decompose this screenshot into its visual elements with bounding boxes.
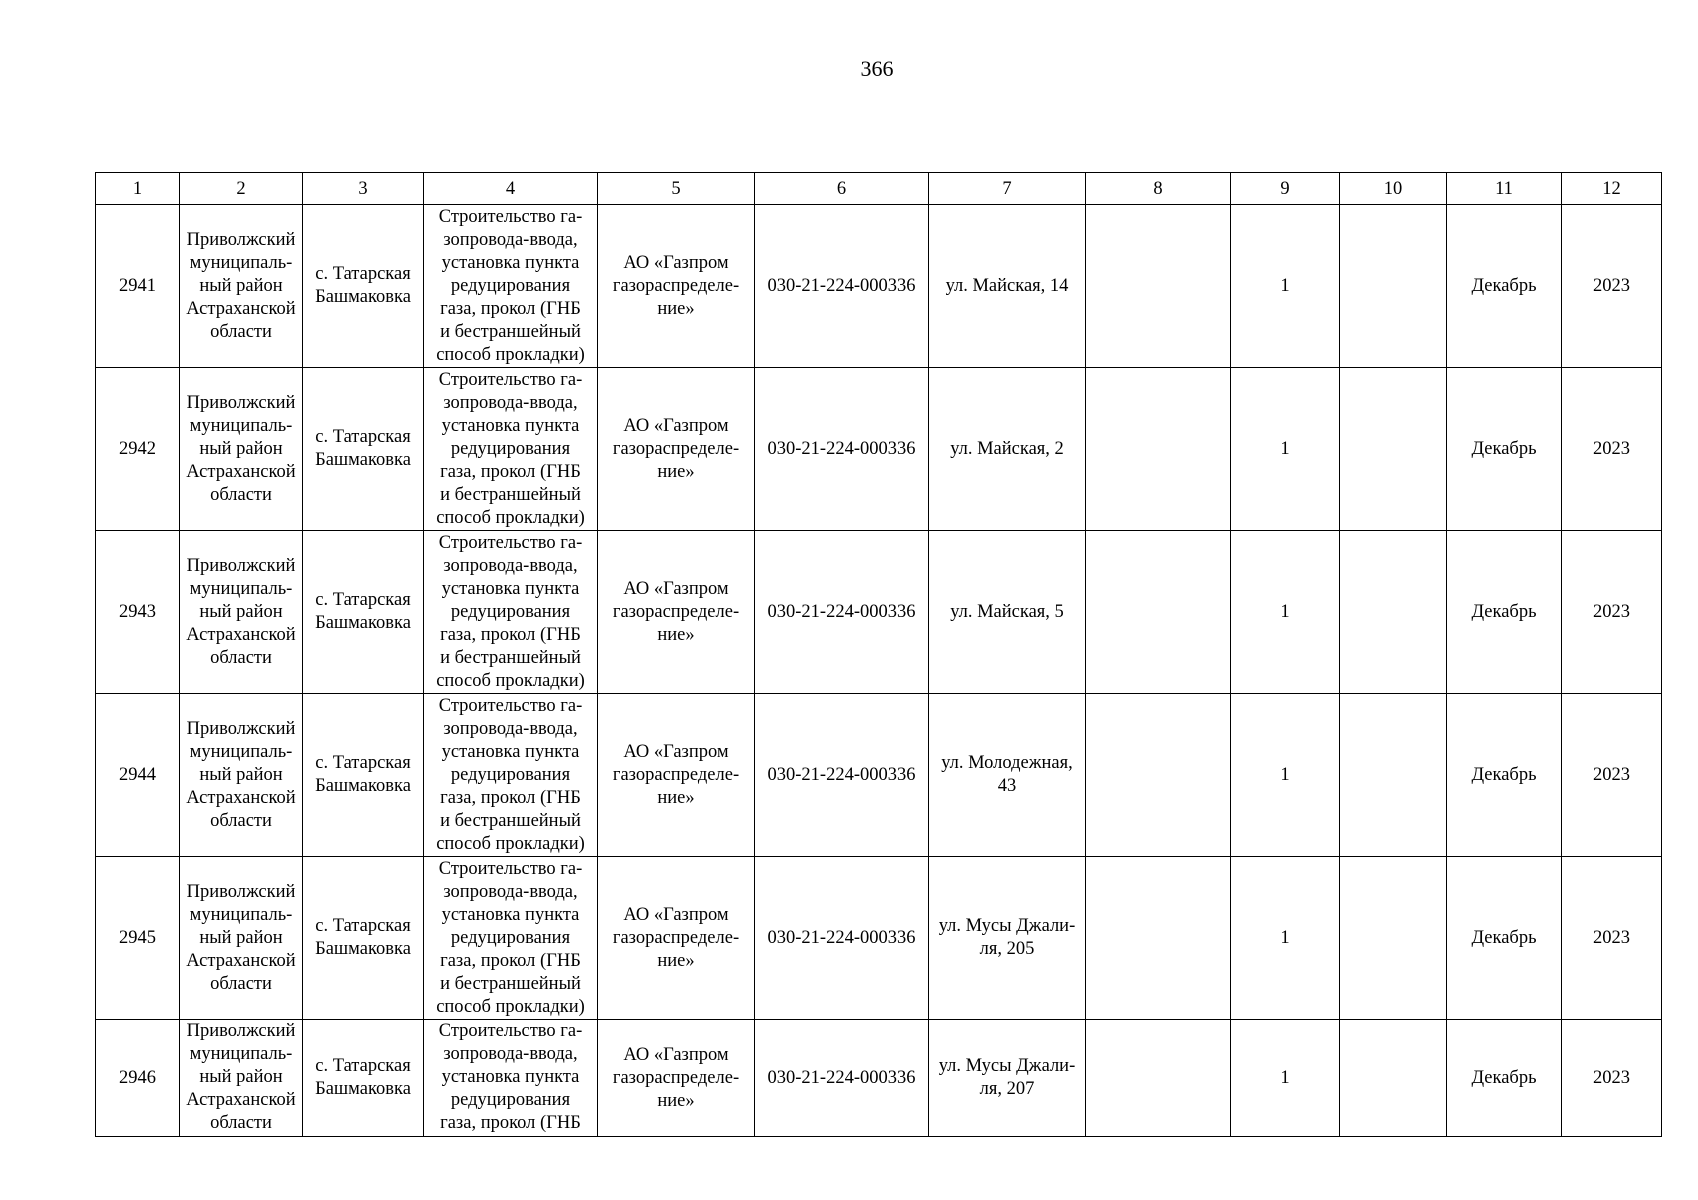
quantity-cell: 1 xyxy=(1231,205,1340,368)
organization-cell-line: ние» xyxy=(657,298,695,319)
work-description-cell-line: газа, прокол (ГНБ xyxy=(440,624,581,645)
organization-cell-line: газораспределе- xyxy=(612,1067,740,1088)
table-row xyxy=(96,531,1662,694)
organization-cell-line: АО «Газпром xyxy=(623,578,729,599)
settlement-cell-line: Башмаковка xyxy=(315,776,411,796)
registry-code-cell: 030-21-224-000336 xyxy=(755,531,929,694)
work-description-cell-line: способ прокладки) xyxy=(436,996,585,1017)
organization-cell xyxy=(598,531,755,694)
district-cell-line: муниципаль- xyxy=(189,252,293,273)
row-number-cell: 2942 xyxy=(96,368,180,531)
organization-cell-line: ние» xyxy=(657,624,695,645)
settlement-cell-line: с. Татарская xyxy=(315,590,411,610)
work-description-cell-line: газа, прокол (ГНБ xyxy=(440,950,581,971)
address-cell-line: ля, 205 xyxy=(979,939,1035,959)
district-cell-line: ный район xyxy=(199,1067,283,1087)
district-cell xyxy=(180,1020,303,1137)
work-description-cell-line: Строительство га- xyxy=(438,206,583,227)
settlement-cell xyxy=(303,531,424,694)
work-description-cell xyxy=(424,694,598,857)
work-description-cell-line: зопровода-ввода, xyxy=(443,555,578,576)
address-cell-line: ул. Майская, 5 xyxy=(950,601,1064,622)
work-description-cell-line: газа, прокол (ГНБ xyxy=(440,1113,581,1133)
work-description-cell-line: установка пункта xyxy=(441,415,580,436)
header-row xyxy=(96,173,1662,205)
col10-cell xyxy=(1340,368,1447,531)
organization-cell-line: ние» xyxy=(657,461,695,482)
year-cell: 2023 xyxy=(1562,857,1662,1020)
district-cell-line: Астраханской xyxy=(186,624,296,645)
work-description-cell xyxy=(424,857,598,1020)
organization-cell-line: газораспределе- xyxy=(612,438,740,459)
col8-cell xyxy=(1086,205,1231,368)
work-description-cell xyxy=(424,531,598,694)
organization-cell xyxy=(598,857,755,1020)
work-description-cell-line: редуцирования xyxy=(450,1090,571,1110)
settlement-cell-line: с. Татарская xyxy=(315,264,411,284)
work-description-cell-line: способ прокладки) xyxy=(436,670,585,691)
settlement-cell-line: с. Татарская xyxy=(315,916,411,936)
organization-cell-line: АО «Газпром xyxy=(623,415,729,436)
work-description-cell-line: зопровода-ввода, xyxy=(443,718,578,739)
organization-cell-line: АО «Газпром xyxy=(623,1044,729,1065)
settlement-cell xyxy=(303,368,424,531)
data-table xyxy=(95,172,1662,1137)
work-description-cell xyxy=(424,1020,598,1137)
organization-cell-line: АО «Газпром xyxy=(623,904,729,925)
month-cell: Декабрь xyxy=(1447,368,1562,531)
district-cell-line: Приволжский xyxy=(186,718,296,739)
settlement-cell-line: с. Татарская xyxy=(315,427,411,447)
settlement-cell-line: с. Татарская xyxy=(315,1056,411,1076)
month-cell: Декабрь xyxy=(1447,1020,1562,1137)
column-header: 5 xyxy=(598,173,755,205)
col10-cell xyxy=(1340,205,1447,368)
address-cell xyxy=(929,368,1086,531)
work-description-cell xyxy=(424,368,598,531)
settlement-cell-line: с. Татарская xyxy=(315,753,411,773)
work-description-cell-line: зопровода-ввода, xyxy=(443,229,578,250)
row-number-cell: 2944 xyxy=(96,694,180,857)
work-description-cell-line: установка пункта xyxy=(441,904,580,925)
row-number-cell: 2945 xyxy=(96,857,180,1020)
settlement-cell xyxy=(303,205,424,368)
address-cell-line: ул. Майская, 2 xyxy=(950,438,1064,459)
quantity-cell: 1 xyxy=(1231,857,1340,1020)
work-description-cell xyxy=(424,205,598,368)
work-description-cell-line: и бестраншейный xyxy=(440,810,581,831)
organization-cell-line: газораспределе- xyxy=(612,927,740,948)
work-description-cell-line: Строительство га- xyxy=(438,532,583,553)
work-description-cell-line: Строительство га- xyxy=(438,1021,583,1041)
organization-cell xyxy=(598,1020,755,1137)
col8-cell xyxy=(1086,1020,1231,1137)
work-description-cell-line: редуцирования xyxy=(450,764,571,785)
settlement-cell-line: Башмаковка xyxy=(315,613,411,633)
district-cell-line: муниципаль- xyxy=(189,1044,293,1064)
organization-cell xyxy=(598,368,755,531)
district-cell-line: ный район xyxy=(199,438,283,459)
district-cell-line: Астраханской xyxy=(186,461,296,482)
month-cell: Декабрь xyxy=(1447,531,1562,694)
table-row xyxy=(96,205,1662,368)
registry-code-cell: 030-21-224-000336 xyxy=(755,857,929,1020)
district-cell-line: Астраханской xyxy=(186,950,296,971)
month-cell: Декабрь xyxy=(1447,205,1562,368)
year-cell: 2023 xyxy=(1562,368,1662,531)
work-description-cell-line: способ прокладки) xyxy=(436,833,585,854)
district-cell-line: области xyxy=(210,810,272,831)
column-header: 3 xyxy=(303,173,424,205)
settlement-cell xyxy=(303,857,424,1020)
district-cell-line: Астраханской xyxy=(186,298,296,319)
district-cell-line: ный район xyxy=(199,927,283,948)
work-description-cell-line: способ прокладки) xyxy=(436,507,585,528)
work-description-cell-line: установка пункта xyxy=(441,252,580,273)
work-description-cell-line: редуцирования xyxy=(450,438,571,459)
work-description-cell-line: зопровода-ввода, xyxy=(443,392,578,413)
address-cell xyxy=(929,694,1086,857)
column-header: 10 xyxy=(1340,173,1447,205)
page-number: 366 xyxy=(860,56,894,81)
organization-cell-line: АО «Газпром xyxy=(623,741,729,762)
col10-cell xyxy=(1340,1020,1447,1137)
organization-cell-line: ние» xyxy=(657,950,695,971)
district-cell-line: муниципаль- xyxy=(189,578,293,599)
district-cell xyxy=(180,694,303,857)
column-header: 11 xyxy=(1447,173,1562,205)
organization-cell-line: ние» xyxy=(657,1090,695,1111)
address-cell xyxy=(929,1020,1086,1137)
work-description-cell-line: и бестраншейный xyxy=(440,484,581,505)
work-description-cell-line: установка пункта xyxy=(441,578,580,599)
organization-cell xyxy=(598,694,755,857)
column-header: 8 xyxy=(1086,173,1231,205)
district-cell-line: ный район xyxy=(199,275,283,296)
organization-cell-line: газораспределе- xyxy=(612,601,740,622)
address-cell-line: ул. Молодежная, xyxy=(941,753,1073,773)
district-cell-line: ный район xyxy=(199,601,283,622)
quantity-cell: 1 xyxy=(1231,368,1340,531)
district-cell-line: Приволжский xyxy=(186,229,296,250)
table-row xyxy=(96,694,1662,857)
address-cell-line: 43 xyxy=(997,776,1017,796)
column-header: 7 xyxy=(929,173,1086,205)
organization-cell xyxy=(598,205,755,368)
district-cell-line: области xyxy=(210,321,272,342)
settlement-cell-line: Башмаковка xyxy=(315,450,411,470)
table-row xyxy=(96,1020,1662,1137)
column-header: 12 xyxy=(1562,173,1662,205)
col10-cell xyxy=(1340,857,1447,1020)
district-cell-line: области xyxy=(210,1113,272,1133)
district-cell-line: Астраханской xyxy=(186,1090,296,1110)
settlement-cell-line: Башмаковка xyxy=(315,1079,411,1099)
district-cell-line: Астраханской xyxy=(186,787,296,808)
district-cell-line: Приволжский xyxy=(186,1021,296,1041)
row-number-cell: 2941 xyxy=(96,205,180,368)
organization-cell-line: ние» xyxy=(657,787,695,808)
settlement-cell xyxy=(303,694,424,857)
col8-cell xyxy=(1086,531,1231,694)
col10-cell xyxy=(1340,531,1447,694)
work-description-cell-line: и бестраншейный xyxy=(440,647,581,668)
registry-code-cell: 030-21-224-000336 xyxy=(755,1020,929,1137)
district-cell xyxy=(180,368,303,531)
address-cell-line: ул. Майская, 14 xyxy=(945,275,1069,296)
district-cell-line: Приволжский xyxy=(186,392,296,413)
table-row xyxy=(96,368,1662,531)
work-description-cell-line: газа, прокол (ГНБ xyxy=(440,787,581,808)
organization-cell-line: газораспределе- xyxy=(612,764,740,785)
registry-code-cell: 030-21-224-000336 xyxy=(755,694,929,857)
work-description-cell-line: зопровода-ввода, xyxy=(443,881,578,902)
work-description-cell-line: и бестраншейный xyxy=(440,321,581,342)
work-description-cell-line: Строительство га- xyxy=(438,695,583,716)
work-description-cell-line: установка пункта xyxy=(441,1067,580,1087)
work-description-cell-line: Строительство га- xyxy=(438,858,583,879)
year-cell: 2023 xyxy=(1562,531,1662,694)
settlement-cell-line: Башмаковка xyxy=(315,287,411,307)
work-description-cell-line: редуцирования xyxy=(450,927,571,948)
district-cell xyxy=(180,531,303,694)
col8-cell xyxy=(1086,857,1231,1020)
row-number-cell: 2946 xyxy=(96,1020,180,1137)
work-description-cell-line: способ прокладки) xyxy=(436,344,585,365)
address-cell-line: ул. Мусы Джали- xyxy=(938,1056,1076,1076)
settlement-cell-line: Башмаковка xyxy=(315,939,411,959)
address-cell xyxy=(929,531,1086,694)
month-cell: Декабрь xyxy=(1447,857,1562,1020)
col8-cell xyxy=(1086,368,1231,531)
column-header: 9 xyxy=(1231,173,1340,205)
work-description-cell-line: редуцирования xyxy=(450,601,571,622)
organization-cell-line: газораспределе- xyxy=(612,275,740,296)
address-cell xyxy=(929,857,1086,1020)
col10-cell xyxy=(1340,694,1447,857)
district-cell-line: муниципаль- xyxy=(189,904,293,925)
district-cell-line: муниципаль- xyxy=(189,415,293,436)
year-cell: 2023 xyxy=(1562,1020,1662,1137)
work-description-cell-line: газа, прокол (ГНБ xyxy=(440,298,581,319)
district-cell-line: муниципаль- xyxy=(189,741,293,762)
quantity-cell: 1 xyxy=(1231,1020,1340,1137)
address-cell-line: ул. Мусы Джали- xyxy=(938,916,1076,936)
work-description-cell-line: газа, прокол (ГНБ xyxy=(440,461,581,482)
row-number-cell: 2943 xyxy=(96,531,180,694)
work-description-cell-line: зопровода-ввода, xyxy=(443,1044,578,1064)
district-cell xyxy=(180,205,303,368)
table-row xyxy=(96,857,1662,1020)
column-header: 2 xyxy=(180,173,303,205)
work-description-cell-line: Строительство га- xyxy=(438,369,583,390)
quantity-cell: 1 xyxy=(1231,531,1340,694)
district-cell-line: Приволжский xyxy=(186,881,296,902)
settlement-cell xyxy=(303,1020,424,1137)
registry-code-cell: 030-21-224-000336 xyxy=(755,205,929,368)
organization-cell-line: АО «Газпром xyxy=(623,252,729,273)
district-cell-line: ный район xyxy=(199,764,283,785)
address-cell xyxy=(929,205,1086,368)
district-cell-line: области xyxy=(210,973,272,994)
year-cell: 2023 xyxy=(1562,205,1662,368)
district-cell-line: области xyxy=(210,647,272,668)
col8-cell xyxy=(1086,694,1231,857)
work-description-cell-line: редуцирования xyxy=(450,275,571,296)
column-header: 1 xyxy=(96,173,180,205)
district-cell xyxy=(180,857,303,1020)
column-header: 6 xyxy=(755,173,929,205)
work-description-cell-line: установка пункта xyxy=(441,741,580,762)
year-cell: 2023 xyxy=(1562,694,1662,857)
district-cell-line: области xyxy=(210,484,272,505)
quantity-cell: 1 xyxy=(1231,694,1340,857)
work-description-cell-line: и бестраншейный xyxy=(440,973,581,994)
district-cell-line: Приволжский xyxy=(186,555,296,576)
column-header: 4 xyxy=(424,173,598,205)
address-cell-line: ля, 207 xyxy=(979,1079,1035,1099)
month-cell: Декабрь xyxy=(1447,694,1562,857)
registry-code-cell: 030-21-224-000336 xyxy=(755,368,929,531)
